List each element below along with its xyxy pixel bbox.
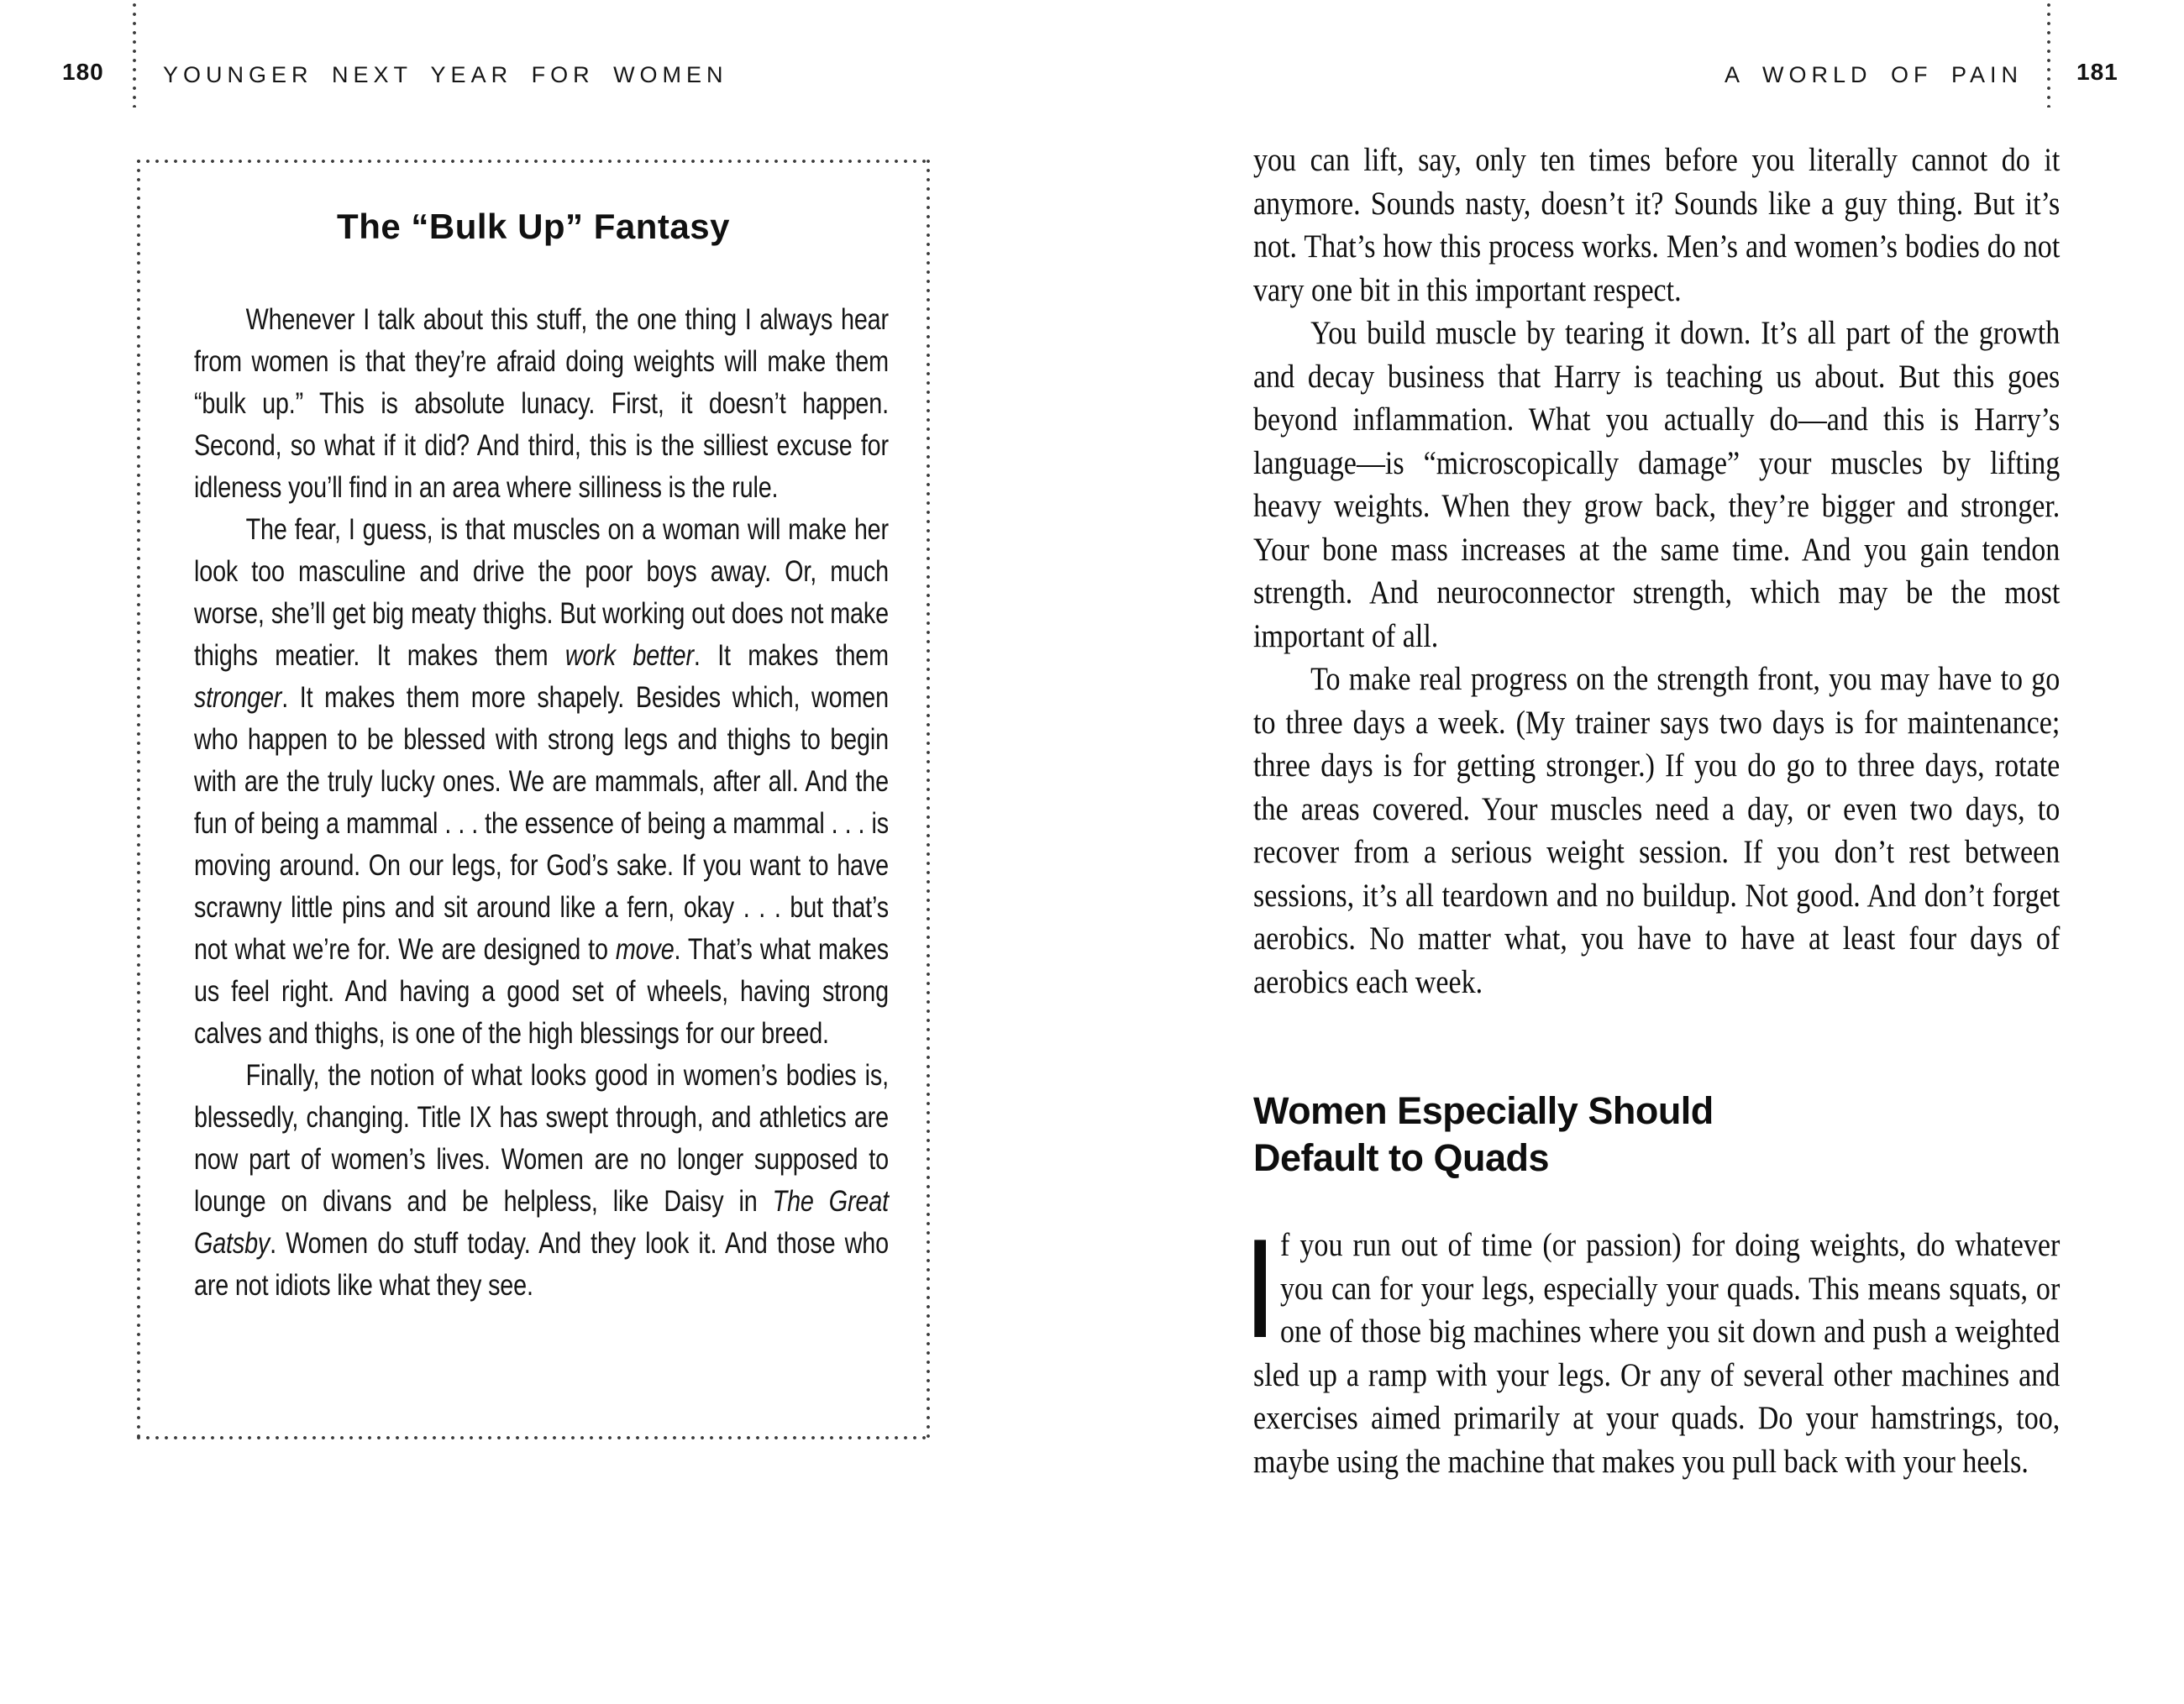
header-dotted-rule-right [2047, 3, 2050, 107]
page-number-left: 180 [62, 59, 104, 85]
italic-text: move [615, 933, 675, 966]
box-border-top [137, 160, 930, 163]
italic-text: work better [564, 639, 694, 672]
text-segment: . That’s what makes us feel right. And having a good set of wheels, having strong calves and thighs, is one of the high blessings for our breed. [194, 933, 889, 1050]
italic-text: stronger [194, 681, 282, 714]
text-segment: f you run out of time (or passion) for doing weights, do whatever you can for your legs, especially your quads. This means squats, or one of those big machines where you sit down and push a weighted sled up a ramp with your legs. Or any of several other machines and exercises aimed primarily at your quads. Do your hamstrings, too, maybe using the machine that makes you pull back with your heels. [1253, 1227, 2061, 1480]
text-segment: Whenever I talk about this stuff, the one thing I always hear from women is that they’re afraid doing weights will make them “bulk up.” This is absolute lunacy. First, it doesn’t happen. Second, so what if it did? And third, this is the silliest excuse for idleness you’ll find in an area where silliness is the rule. [194, 303, 889, 504]
section-heading [1253, 1088, 2060, 1182]
section-heading-line1: Women Especially Should [1253, 1089, 1714, 1132]
text-segment: you can lift, say, only ten times before you literally cannot do it anymore. Sounds nasty, doesn’t it? Sounds like a guy thing. But it’s not. That’s how this process works. Men’s and women’s bodies do not vary one bit in this important respect. [1253, 142, 2061, 308]
page-number-right: 181 [2076, 59, 2118, 85]
paragraph [194, 1055, 889, 1307]
box-border-bottom [137, 1436, 930, 1439]
paragraph [1253, 658, 2060, 1004]
sidebar-box [137, 160, 930, 1439]
text-segment: You build muscle by tearing it down. It’s all part of the growth and decay business that Harry is teaching us about. But this goes beyond inflammation. What you actually do—and this is Harry’s language—is “microscopically damage” your muscles by lifting heavy weights. When they grow back, they’re bigger and stronger. Your bone mass increases at the same time. And you gain tendon strength. And neuroconnector strength, which may be the most important of all. [1253, 315, 2061, 654]
text-segment: . It makes them more shapely. Besides which, women who happen to be blessed with strong legs and thighs to begin with are the truly lucky ones. We are mammals, after all. And the fun of being a mammal . . . the essence of being a mammal . . . is moving around. On our legs, for God’s sake. If you want to have scrawny little pins and sit around like a fern, okay . . . but that’s not what we’re for. We are designed to [194, 681, 889, 966]
box-border-left [137, 160, 140, 1439]
box-border-right [927, 160, 930, 1439]
dropcap-letter: I [1242, 1209, 1278, 1367]
dropcap-paragraph [1242, 1209, 2061, 1483]
running-head-right: A WORLD OF PAIN [1724, 62, 2023, 87]
text-segment: . Women do stuff today. And they look it. And those who are not idiots like what they see. [194, 1227, 889, 1302]
section-heading-line2: Default to Quads [1253, 1136, 1550, 1179]
paragraph [194, 509, 889, 1055]
paragraph [1242, 1209, 2061, 1483]
header-dotted-rule-left [133, 3, 136, 107]
paragraph [1253, 139, 2060, 312]
text-segment: The fear, I guess, is that muscles on a woman will make her look too masculine and drive the poor boys away. Or, much worse, she’ll get big meaty thighs. But working out does not make thighs meatier. It makes them [194, 513, 889, 672]
running-head-left: YOUNGER NEXT YEAR FOR WOMEN [163, 62, 728, 87]
body-paragraphs [1253, 139, 2060, 1004]
text-segment: To make real progress on the strength front, you may have to go to three days a week. (My trainer says two days is for maintenance; three days is for getting stronger.) If you do go to three days, rotate the areas covered. Your muscles need a day, or even two days, to recover from a serious weight session. If you don’t rest between sessions, it’s all teardown and no buildup. Not good. And don’t forget aerobics. No matter what, you have to have at least four days of aerobics each week. [1253, 661, 2061, 1000]
italic-text: The Great Gatsby [194, 1185, 889, 1260]
text-segment: Finally, the notion of what looks good in women’s bodies is, blessedly, changing. Title IX has swept through, and athletics are now part of women’s lives. Women are no longer supposed to lounge on divans and be helpless, like Daisy in [194, 1059, 889, 1218]
sidebar-title: The “Bulk Up” Fantasy [337, 207, 730, 246]
text-segment: . It makes them [693, 639, 889, 672]
paragraph [1253, 312, 2060, 658]
body-text-column [1242, 139, 2061, 1483]
paragraph [194, 299, 889, 509]
sidebar-body-text [194, 299, 889, 1307]
